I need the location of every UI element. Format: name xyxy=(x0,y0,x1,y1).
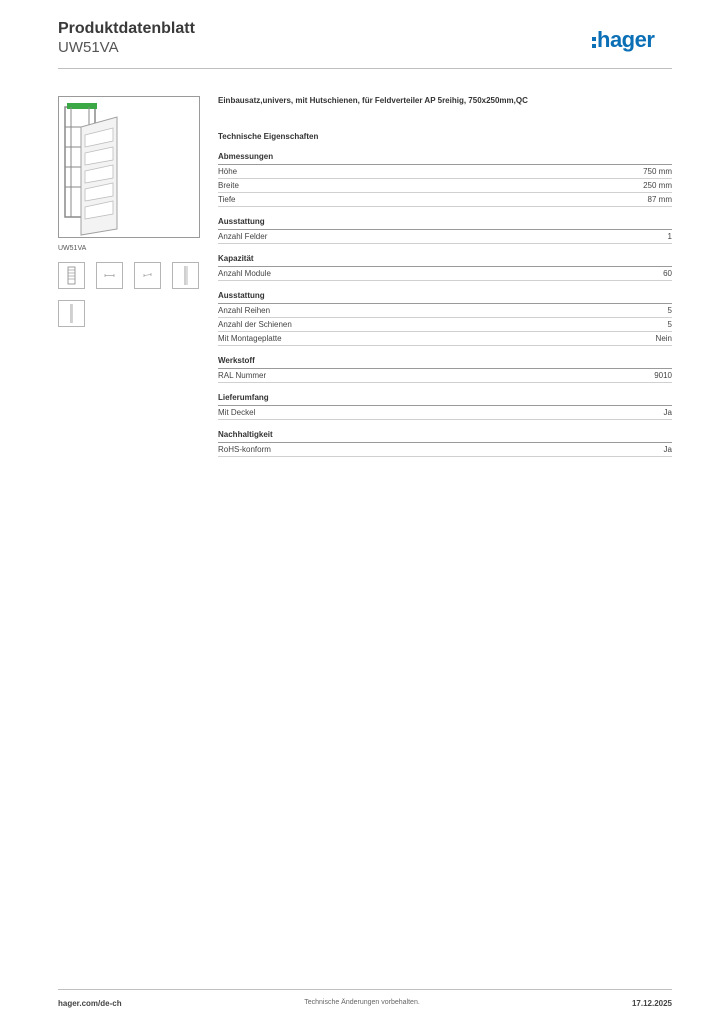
spec-value: Nein xyxy=(655,334,672,343)
spec-value: 250 mm xyxy=(643,181,672,190)
spec-label: Anzahl der Schienen xyxy=(218,320,292,329)
footer-website-link[interactable]: hager.com/de-ch xyxy=(58,999,122,1008)
depth-dimension-icon xyxy=(135,263,160,288)
spec-label: RAL Nummer xyxy=(218,371,267,380)
spec-row xyxy=(218,318,672,332)
spec-value: 5 xyxy=(667,306,672,315)
spec-value: 1 xyxy=(667,232,672,241)
section-ausstattung-felder xyxy=(218,217,672,244)
spec-row xyxy=(218,369,672,383)
spec-label: Anzahl Module xyxy=(218,269,271,278)
spec-row xyxy=(218,406,672,420)
spec-row xyxy=(218,165,672,179)
tech-heading: Technische Eigenschaften xyxy=(218,132,319,141)
section-title: Lieferumfang xyxy=(218,393,672,406)
section-kapazitaet xyxy=(218,254,672,281)
spec-row xyxy=(218,179,672,193)
spec-label: Tiefe xyxy=(218,195,236,204)
image-caption: UW51VA xyxy=(58,245,87,252)
width-dimension-icon xyxy=(97,263,122,288)
product-image[interactable] xyxy=(58,96,200,238)
logo-dot-icon xyxy=(592,37,596,41)
product-code: UW51VA xyxy=(58,39,119,56)
footer-divider xyxy=(58,989,672,990)
thumbnail-dimension-width[interactable] xyxy=(96,262,123,289)
spec-value: Ja xyxy=(663,445,672,454)
section-title: Kapazität xyxy=(218,254,672,267)
spec-row xyxy=(218,267,672,281)
page-title: Produktdatenblatt xyxy=(58,20,195,37)
spec-label: Anzahl Reihen xyxy=(218,306,271,315)
side-view-icon xyxy=(173,263,198,288)
spec-row xyxy=(218,443,672,457)
logo-text: hager xyxy=(597,27,655,52)
spec-value: Ja xyxy=(663,408,672,417)
spec-value: 750 mm xyxy=(643,167,672,176)
spec-row xyxy=(218,230,672,244)
spec-label: RoHS-konform xyxy=(218,445,271,454)
spec-label: Höhe xyxy=(218,167,238,176)
thumbnail-profile[interactable] xyxy=(58,300,85,327)
spec-label: Mit Montageplatte xyxy=(218,334,282,343)
section-title: Nachhaltigkeit xyxy=(218,430,672,443)
spec-label: Breite xyxy=(218,181,239,190)
section-nachhaltigkeit xyxy=(218,430,672,457)
spec-row xyxy=(218,304,672,318)
section-title: Ausstattung xyxy=(218,291,672,304)
section-title: Ausstattung xyxy=(218,217,672,230)
spec-value: 87 mm xyxy=(647,195,672,204)
enclosure-kit-icon xyxy=(59,97,199,237)
section-title: Abmessungen xyxy=(218,152,672,165)
spec-value: 60 xyxy=(663,269,672,278)
front-view-icon xyxy=(59,263,84,288)
section-ausstattung-reihen xyxy=(218,291,672,346)
section-title: Werkstoff xyxy=(218,356,672,369)
spec-label: Anzahl Felder xyxy=(218,232,268,241)
spec-label: Mit Deckel xyxy=(218,408,256,417)
spec-value: 9010 xyxy=(654,371,672,380)
header-divider xyxy=(58,68,672,69)
logo-dot-icon xyxy=(592,44,596,48)
section-lieferumfang xyxy=(218,393,672,420)
hager-logo[interactable] xyxy=(592,27,654,53)
footer-notice: Technische Änderungen vorbehalten. xyxy=(304,999,420,1006)
section-abmessungen xyxy=(218,152,672,207)
spec-value: 5 xyxy=(667,320,672,329)
thumbnail-dimension-depth[interactable] xyxy=(134,262,161,289)
product-description: Einbausatz,univers, mit Hutschienen, für Feldverteiler AP 5reihig, 750x250mm,QC xyxy=(218,96,528,105)
thumbnail-drawing-front[interactable] xyxy=(58,262,85,289)
profile-view-icon xyxy=(59,301,84,326)
spec-row xyxy=(218,332,672,346)
section-werkstoff xyxy=(218,356,672,383)
spec-row xyxy=(218,193,672,207)
footer-date: 17.12.2025 xyxy=(631,999,672,1008)
thumbnail-side-view[interactable] xyxy=(172,262,199,289)
spec-content xyxy=(218,96,672,457)
